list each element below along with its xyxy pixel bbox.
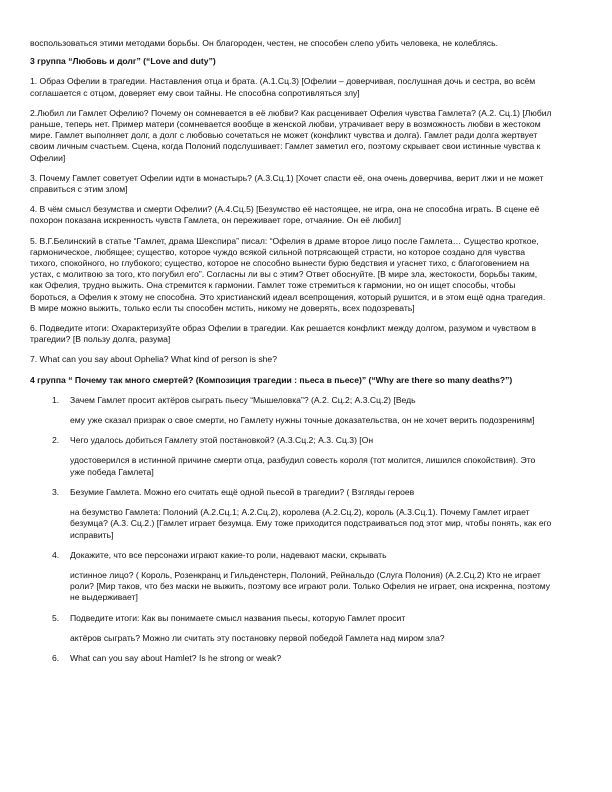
group3-question-3: 3. Почему Гамлет советует Офелии идти в монастырь? (А.3.Сц.1) [Хочет спасти её, она очень доверчива, верит лжи и не может справиться с этим злом] xyxy=(30,172,544,195)
group4-question-3 xyxy=(30,487,552,498)
question-lead: Безумие Гамлета. Можно его считать ещё одной пьесой в трагедии? ( Взгляды героев xyxy=(70,486,415,497)
question-lead: What can you say about Hamlet? Is he strong or weak? xyxy=(70,652,282,663)
group3-question-7: 7. What can you say about Ophelia? What kind of person is she? xyxy=(30,354,277,365)
group3-question-5: 5. В.Г.Белинский в статье “Гамлет, драма Шекспира” писал: “Офелия в драме второе лицо после Гамлета… Существо кроткое, гармоническое, любящее; существо, которое чуждо всякой сильной потрясающей страсти, но которое создано для чувства тихого, спокойного, но глубокого; существо, которое не способно вынести бурю бедствия и угаснет тихо, с благоговением на устах, с молитвою за того, кто погубил его”. Согласны ли вы с этим? Ответ обоснуйте. [В мире зла, жестокости, борьбы таким, как Офелия, трудно выжить. Она стремится к гармонии. Гамлет тоже стремиться к гармонии, но он ищет способы, чтобы бороться, а Офелия к этому не способна. Это христианский идеал всепрощения, который рушится, и в этом ещё одна трагедия. В мире можно выжить, только если ты способен мстить, никому не доверять, всех подозревать] xyxy=(30,235,546,313)
list-number: 1. xyxy=(52,394,60,405)
list-number: 2. xyxy=(52,435,60,446)
list-number: 5. xyxy=(52,612,60,623)
question-lead: Зачем Гамлет просит актёров сыграть пьесу “Мышеловка”? (А.2. Сц.2; А.3.Сц.2) [Ведь xyxy=(70,394,416,405)
group4-question-5 xyxy=(30,613,552,624)
list-number: 6. xyxy=(52,652,60,663)
group4-question-6 xyxy=(30,653,552,664)
question-lead: Докажите, что все персонажи играют какие-то роли, надевают маски, скрывать xyxy=(70,549,387,560)
question-continuation: на безумство Гамлета: Полоний (А.2.Сц.1; А.2.Сц.2), королева (А.2.Сц.2), король (А.3.Сц.1). Почему Гамлет играет безумца? (А.3. Сц.2.) [Гамлет играет безумца. Ему тоже приходится подстраиваться под этот мир, чтобы понять, как его исправить] xyxy=(70,507,552,540)
intro-paragraph: воспользоваться этими методами борьбы. Он благороден, честен, не способен слепо убить человека, не колеблясь. xyxy=(30,38,498,48)
group4-question-1 xyxy=(30,395,552,406)
group4-question-2 xyxy=(30,435,552,446)
list-number: 3. xyxy=(52,486,60,497)
question-continuation: истинное лицо? ( Король, Розенкранц и Гильденстерн, Полоний, Рейнальдо (Слуга Полония) (А.2.Сц.2) Кто не играет роли? [Мир таков, что без маски не выжить, поэтому все играют роли. Только Офелия не играет, она искренна, поэтому не выдерживает] xyxy=(70,569,551,603)
group3-heading: 3 группа “Любовь и долг” (“Love and duty”) xyxy=(30,56,216,67)
group3-question-1: 1. Образ Офелии в трагедии. Наставления отца и брата. (А.1.Сц.3) [Офелии – доверчивая, послушная дочь и сестра, во всём соглашается с отцом, доверяет ему свои тайны. Не способна сопротивляться злу] xyxy=(30,76,536,98)
group4-heading: 4 группа “ Почему так много смертей? (Композиция трагедии : пьеса в пьесе)” (“Why are there so many deaths?”) xyxy=(30,374,513,385)
list-number: 4. xyxy=(52,549,60,560)
question-continuation: ему уже сказал призрак о свое смерти, но Гамлету нужны точные доказательства, он не хочет верить подозрениям] xyxy=(70,415,535,426)
question-continuation: актёров сыграть? Можно ли считать эту постановку первой победой Гамлета над миром зла? xyxy=(70,632,445,643)
group3-question-6: 6. Подведите итоги: Охарактеризуйте образ Офелии в трагедии. Как решается конфликт между долгом, разумом и чувством в трагедии? [В пользу долга, разума] xyxy=(30,323,537,345)
question-continuation: удостоверился в истинной причине смерти отца, разбудил совесть короля (тот молится, лишился спокойствия). Это уже победа Гамлета] xyxy=(70,455,536,477)
question-lead: Подведите итоги: Как вы понимаете смысл названия пьесы, которую Гамлет просит xyxy=(70,612,406,623)
group3-question-4: 4. В чём смысл безумства и смерти Офелии? (А.4.Сц.5) [Безумство её настоящее, не игра, она не способна играть. В сцене её похорон показана искренность чувств Гамлета, он переживает горе, отчаяние. Он её любил] xyxy=(30,204,540,226)
group3-question-2: 2.Любил ли Гамлет Офелию? Почему он сомневается в её любви? Как расценивает Офелия чувства Гамлета? (А.2. Сц.1) [Любил раньше, теперь нет. Пример матери (сомневается вообще в женской любви, утрачивает веру в возможность любви в жестоком мире. Гамлет выполняет долг, а долг с любовью сочетаться не может (конфликт чувства и долга). Гамлет ради долга жертвует своим личным счастьем. Сцена, когда Полоний подслушивает: Гамлет заметил его, поэтому скрывает свои истинные чувства к Офелии] xyxy=(30,107,552,163)
group4-question-4 xyxy=(30,550,552,561)
question-lead: Чего удалось добиться Гамлету этой постановкой? (А.3.Сц.2; А.3. Сц.3) [Он xyxy=(70,435,374,446)
